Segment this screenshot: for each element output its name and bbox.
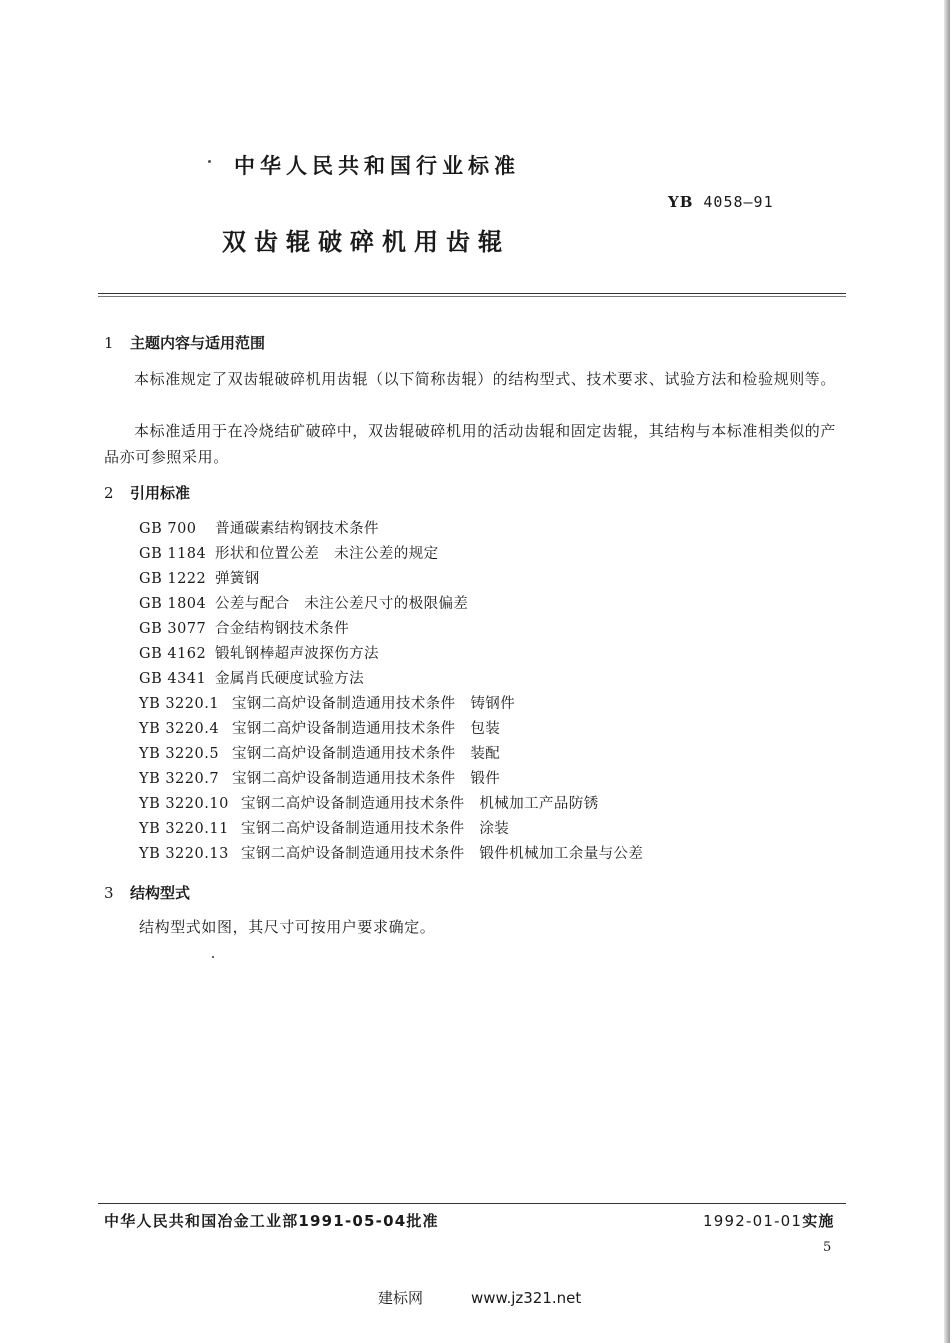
reference-code: GB 1804	[139, 596, 207, 612]
reference-title: 公差与配合 未注公差尺寸的极限偏差	[215, 596, 469, 612]
section-title: 引用标准	[130, 484, 191, 502]
scan-speck	[208, 160, 211, 163]
reference-item	[139, 542, 643, 567]
reference-title: 宝钢二高炉设备制造通用技术条件 装配	[232, 746, 501, 762]
footer-divider	[98, 1203, 846, 1204]
watermark	[378, 1287, 581, 1308]
section-number: 2	[104, 484, 114, 502]
reference-title: 宝钢二高炉设备制造通用技术条件 锻件	[232, 771, 501, 787]
page-number: 5	[823, 1240, 832, 1255]
reference-title: 形状和位置公差 未注公差的规定	[215, 546, 439, 562]
header-divider	[98, 293, 846, 294]
reference-item	[139, 767, 643, 792]
document-title: 双齿辊破碎机用齿辊	[222, 228, 510, 256]
reference-code: GB 4162	[139, 646, 207, 662]
standard-category-title: 中华人民共和国行业标准	[234, 154, 520, 178]
reference-code: GB 700	[139, 521, 197, 537]
reference-title: 宝钢二高炉设备制造通用技术条件 锻件机械加工余量与公差	[241, 846, 644, 862]
header-divider-secondary	[98, 296, 846, 297]
reference-code: YB 3220.7	[139, 771, 220, 787]
reference-title: 金属肖氏硬度试验方法	[215, 671, 364, 687]
section-3-paragraph: 结构型式如图，其尺寸可按用户要求确定。	[139, 918, 436, 936]
reference-code: YB 3220.4	[139, 721, 220, 737]
reference-code: YB 3220.5	[139, 746, 220, 762]
implementation-label: 实施	[802, 1212, 835, 1230]
referenced-standards-list	[139, 517, 643, 867]
reference-item	[139, 592, 643, 617]
reference-title: 普通碳素结构钢技术条件	[215, 521, 379, 537]
reference-item	[139, 817, 643, 842]
reference-item	[139, 842, 643, 867]
reference-code: YB 3220.10	[139, 796, 229, 812]
implementation-statement	[703, 1210, 835, 1231]
watermark-url[interactable]: www.jz321.net	[471, 1289, 582, 1307]
reference-item	[139, 642, 643, 667]
reference-code: GB 4341	[139, 671, 207, 687]
reference-item	[139, 692, 643, 717]
reference-code: GB 1184	[139, 546, 207, 562]
reference-item	[139, 742, 643, 767]
reference-item	[139, 617, 643, 642]
reference-title: 宝钢二高炉设备制造通用技术条件 机械加工产品防锈	[241, 796, 599, 812]
reference-item	[139, 517, 643, 542]
section-3-heading	[104, 882, 190, 903]
scan-edge-shadow	[944, 0, 950, 1343]
section-number: 1	[104, 334, 114, 352]
reference-item	[139, 792, 643, 817]
section-2-heading	[104, 482, 190, 503]
reference-code: YB 3220.11	[139, 821, 229, 837]
reference-title: 宝钢二高炉设备制造通用技术条件 铸钢件	[232, 696, 516, 712]
watermark-site-name: 建标网	[378, 1289, 424, 1307]
reference-code: GB 3077	[139, 621, 207, 637]
reference-title: 合金结构钢技术条件	[215, 621, 350, 637]
section-title: 结构型式	[130, 884, 191, 902]
standard-code-prefix: YB	[668, 193, 694, 211]
section-1-paragraph-2: 本标准适用于在冷烧结矿破碎中，双齿辊破碎机用的活动齿辊和固定齿辊，其结构与本标准相类似的产品亦可参照采用。	[104, 422, 837, 466]
section-title: 主题内容与适用范围	[130, 334, 266, 352]
reference-code: GB 1222	[139, 571, 207, 587]
reference-item	[139, 567, 643, 592]
reference-title: 宝钢二高炉设备制造通用技术条件 涂装	[241, 821, 510, 837]
scan-speck	[212, 956, 214, 958]
standard-code-number: 4058—91	[703, 193, 774, 211]
reference-title: 弹簧钢	[215, 571, 260, 587]
section-number: 3	[104, 884, 114, 902]
reference-item	[139, 717, 643, 742]
implementation-date: 1992-01-01	[703, 1212, 803, 1230]
reference-title: 锻轧钢棒超声波探伤方法	[215, 646, 379, 662]
reference-item	[139, 667, 643, 692]
section-1-heading	[104, 332, 265, 353]
standard-code	[668, 193, 774, 211]
section-1-paragraph-1: 本标准规定了双齿辊破碎机用齿辊（以下简称齿辊）的结构型式、技术要求、试验方法和检验规则等。	[134, 370, 837, 388]
reference-title: 宝钢二高炉设备制造通用技术条件 包装	[232, 721, 501, 737]
reference-code: YB 3220.13	[139, 846, 229, 862]
approval-statement: 中华人民共和国冶金工业部1991-05-04批准	[104, 1212, 439, 1230]
reference-code: YB 3220.1	[139, 696, 220, 712]
